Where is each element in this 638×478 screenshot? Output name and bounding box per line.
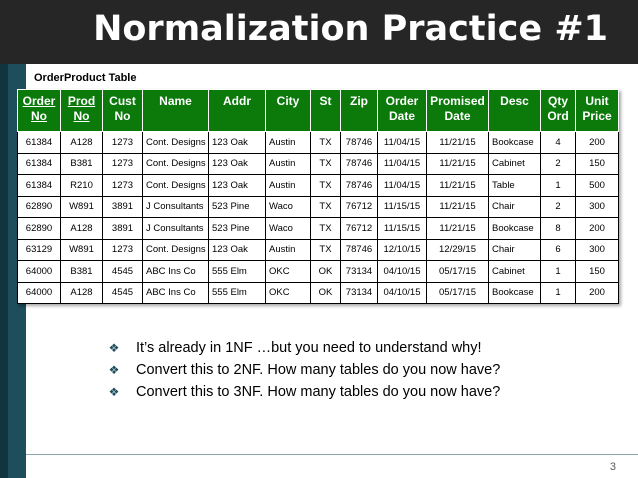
table-cell: Table bbox=[489, 175, 541, 197]
table-header-row bbox=[18, 90, 619, 132]
column-header bbox=[311, 90, 341, 132]
column-header bbox=[576, 90, 619, 132]
table-cell: 61384 bbox=[18, 153, 61, 175]
table-cell: R210 bbox=[61, 175, 103, 197]
slide-title: Normalization Practice #1 bbox=[93, 9, 608, 49]
column-header-line2: Date bbox=[388, 109, 415, 123]
column-header-line1: Addr bbox=[223, 94, 251, 108]
table-cell: Cont. Designs bbox=[143, 239, 209, 261]
column-header bbox=[427, 90, 489, 132]
table-body bbox=[18, 132, 619, 304]
table-cell: Cabinet bbox=[489, 261, 541, 283]
table-cell: Cont. Designs bbox=[143, 175, 209, 197]
bullet-text: Convert this to 2NF. How many tables do you now have? bbox=[136, 362, 501, 378]
table-cell: OKC bbox=[266, 282, 311, 304]
table-cell: TX bbox=[311, 239, 341, 261]
table-cell: TX bbox=[311, 132, 341, 154]
table-cell: 05/17/15 bbox=[427, 282, 489, 304]
bullet-list bbox=[108, 337, 500, 403]
table-cell: 61384 bbox=[18, 175, 61, 197]
column-header bbox=[378, 90, 427, 132]
table-cell: Cabinet bbox=[489, 153, 541, 175]
table-cell: Austin bbox=[266, 239, 311, 261]
table-cell: TX bbox=[311, 153, 341, 175]
table-cell: 1 bbox=[541, 175, 576, 197]
column-header bbox=[61, 90, 103, 132]
table-cell: W891 bbox=[61, 196, 103, 218]
table-cell: 4545 bbox=[103, 282, 143, 304]
table-cell: 62890 bbox=[18, 196, 61, 218]
table-cell: 64000 bbox=[18, 261, 61, 283]
bullet-item bbox=[108, 381, 500, 403]
table-cell: Chair bbox=[489, 196, 541, 218]
table-cell: 1273 bbox=[103, 239, 143, 261]
table-cell: 11/21/15 bbox=[427, 218, 489, 240]
table-cell: 150 bbox=[576, 261, 619, 283]
table-cell: Chair bbox=[489, 239, 541, 261]
diamond-bullet-icon: ❖ bbox=[108, 363, 120, 377]
table-cell: 62890 bbox=[18, 218, 61, 240]
table-cell: W891 bbox=[61, 239, 103, 261]
column-header-line1: Promised bbox=[430, 94, 485, 108]
table-cell: 500 bbox=[576, 175, 619, 197]
table-cell: 78746 bbox=[341, 239, 378, 261]
order-product-table bbox=[17, 89, 619, 304]
table-cell: OK bbox=[311, 261, 341, 283]
table-cell: TX bbox=[311, 175, 341, 197]
table-cell: 1273 bbox=[103, 132, 143, 154]
table-cell: 123 Oak bbox=[209, 132, 266, 154]
table-cell: A128 bbox=[61, 132, 103, 154]
table-cell: TX bbox=[311, 196, 341, 218]
table-cell: 555 Elm bbox=[209, 261, 266, 283]
column-header-line1: Name bbox=[159, 94, 192, 108]
column-header-line2: Price bbox=[582, 109, 612, 123]
table-cell: 78746 bbox=[341, 153, 378, 175]
table-cell: 11/04/15 bbox=[378, 132, 427, 154]
column-header-line1: Cust bbox=[109, 94, 136, 108]
table-cell: 78746 bbox=[341, 175, 378, 197]
diamond-bullet-icon: ❖ bbox=[108, 385, 120, 399]
column-header bbox=[541, 90, 576, 132]
table-caption: OrderProduct Table bbox=[34, 72, 137, 84]
column-header bbox=[341, 90, 378, 132]
column-header-line2: No bbox=[114, 109, 131, 123]
table-cell: 61384 bbox=[18, 132, 61, 154]
table-cell: Austin bbox=[266, 175, 311, 197]
column-header-line2: No bbox=[73, 109, 90, 123]
column-header bbox=[209, 90, 266, 132]
diamond-bullet-icon: ❖ bbox=[108, 341, 120, 355]
table-cell: 12/29/15 bbox=[427, 239, 489, 261]
column-header-line1: Desc bbox=[500, 94, 529, 108]
column-header bbox=[18, 90, 61, 132]
bullet-item bbox=[108, 359, 500, 381]
table-cell: 300 bbox=[576, 196, 619, 218]
bullet-text: Convert this to 3NF. How many tables do you now have? bbox=[136, 384, 501, 400]
table-cell: J Consultants bbox=[143, 218, 209, 240]
title-bar bbox=[0, 0, 638, 64]
table-cell: Waco bbox=[266, 218, 311, 240]
table-cell: 523 Pine bbox=[209, 196, 266, 218]
table-cell: ABC Ins Co bbox=[143, 261, 209, 283]
column-header-line1: Unit bbox=[585, 94, 609, 108]
table-cell: 4 bbox=[541, 132, 576, 154]
bottom-divider bbox=[26, 454, 638, 455]
table-cell: 11/21/15 bbox=[427, 153, 489, 175]
table-cell: 4545 bbox=[103, 261, 143, 283]
column-header-line2: Date bbox=[444, 109, 471, 123]
table-row bbox=[18, 196, 619, 218]
table-cell: 12/10/15 bbox=[378, 239, 427, 261]
table-cell: Cont. Designs bbox=[143, 132, 209, 154]
table-cell: 11/15/15 bbox=[378, 196, 427, 218]
table-cell: 1273 bbox=[103, 153, 143, 175]
column-header-line1: Qty bbox=[547, 94, 568, 108]
column-header-line2: Ord bbox=[547, 109, 569, 123]
table-cell: Bookcase bbox=[489, 282, 541, 304]
table-cell: 123 Oak bbox=[209, 175, 266, 197]
table-header bbox=[18, 90, 619, 132]
table-cell: OKC bbox=[266, 261, 311, 283]
table-cell: 11/21/15 bbox=[427, 196, 489, 218]
column-header-line1: Prod bbox=[67, 94, 96, 108]
table-cell: TX bbox=[311, 218, 341, 240]
table-cell: 04/10/15 bbox=[378, 282, 427, 304]
column-header bbox=[489, 90, 541, 132]
table-cell: 1273 bbox=[103, 175, 143, 197]
table-cell: 63129 bbox=[18, 239, 61, 261]
table-cell: 123 Oak bbox=[209, 153, 266, 175]
table-cell: 2 bbox=[541, 153, 576, 175]
table-cell: 04/10/15 bbox=[378, 261, 427, 283]
table-cell: Bookcase bbox=[489, 132, 541, 154]
bullet-item bbox=[108, 337, 500, 359]
table-cell: 123 Oak bbox=[209, 239, 266, 261]
table-row bbox=[18, 261, 619, 283]
column-header bbox=[143, 90, 209, 132]
table-row bbox=[18, 175, 619, 197]
table-row bbox=[18, 218, 619, 240]
bullet-text: It’s already in 1NF …but you need to understand why! bbox=[136, 340, 482, 356]
table-cell: 555 Elm bbox=[209, 282, 266, 304]
table-cell: 6 bbox=[541, 239, 576, 261]
column-header-line1: St bbox=[319, 94, 332, 108]
page-number: 3 bbox=[609, 461, 616, 473]
table-row bbox=[18, 132, 619, 154]
table-cell: 3891 bbox=[103, 196, 143, 218]
column-header bbox=[103, 90, 143, 132]
table-row bbox=[18, 153, 619, 175]
column-header-line1: Order bbox=[385, 94, 419, 108]
table-cell: 11/15/15 bbox=[378, 218, 427, 240]
table-cell: 76712 bbox=[341, 218, 378, 240]
table-cell: Cont. Designs bbox=[143, 153, 209, 175]
column-header-line1: Zip bbox=[350, 94, 368, 108]
table-cell: 200 bbox=[576, 282, 619, 304]
table-cell: J Consultants bbox=[143, 196, 209, 218]
table-cell: 64000 bbox=[18, 282, 61, 304]
table-cell: 1 bbox=[541, 282, 576, 304]
table-cell: 11/21/15 bbox=[427, 132, 489, 154]
table-cell: Austin bbox=[266, 153, 311, 175]
table-cell: A128 bbox=[61, 218, 103, 240]
table-cell: 8 bbox=[541, 218, 576, 240]
table-cell: 73134 bbox=[341, 282, 378, 304]
table-cell: 300 bbox=[576, 239, 619, 261]
table-cell: 2 bbox=[541, 196, 576, 218]
table-cell: 523 Pine bbox=[209, 218, 266, 240]
table-cell: OK bbox=[311, 282, 341, 304]
table-cell: 11/04/15 bbox=[378, 175, 427, 197]
table-cell: 3891 bbox=[103, 218, 143, 240]
column-header-line1: City bbox=[276, 94, 300, 108]
left-accent-strip-dark bbox=[0, 64, 8, 478]
table-cell: Waco bbox=[266, 196, 311, 218]
column-header-line2: No bbox=[31, 109, 47, 123]
table-cell: 78746 bbox=[341, 132, 378, 154]
table-cell: Bookcase bbox=[489, 218, 541, 240]
table-cell: B381 bbox=[61, 153, 103, 175]
table-cell: 11/21/15 bbox=[427, 175, 489, 197]
table-cell: 11/04/15 bbox=[378, 153, 427, 175]
column-header-line1: Order bbox=[22, 94, 56, 108]
table-cell: ABC Ins Co bbox=[143, 282, 209, 304]
table-cell: B381 bbox=[61, 261, 103, 283]
table-cell: 73134 bbox=[341, 261, 378, 283]
table-cell: 05/17/15 bbox=[427, 261, 489, 283]
table-row bbox=[18, 239, 619, 261]
table-cell: 76712 bbox=[341, 196, 378, 218]
table-cell: 200 bbox=[576, 132, 619, 154]
table-cell: Austin bbox=[266, 132, 311, 154]
table-cell: 1 bbox=[541, 261, 576, 283]
column-header bbox=[266, 90, 311, 132]
table-row bbox=[18, 282, 619, 304]
table-cell: A128 bbox=[61, 282, 103, 304]
table-cell: 150 bbox=[576, 153, 619, 175]
table-cell: 200 bbox=[576, 218, 619, 240]
